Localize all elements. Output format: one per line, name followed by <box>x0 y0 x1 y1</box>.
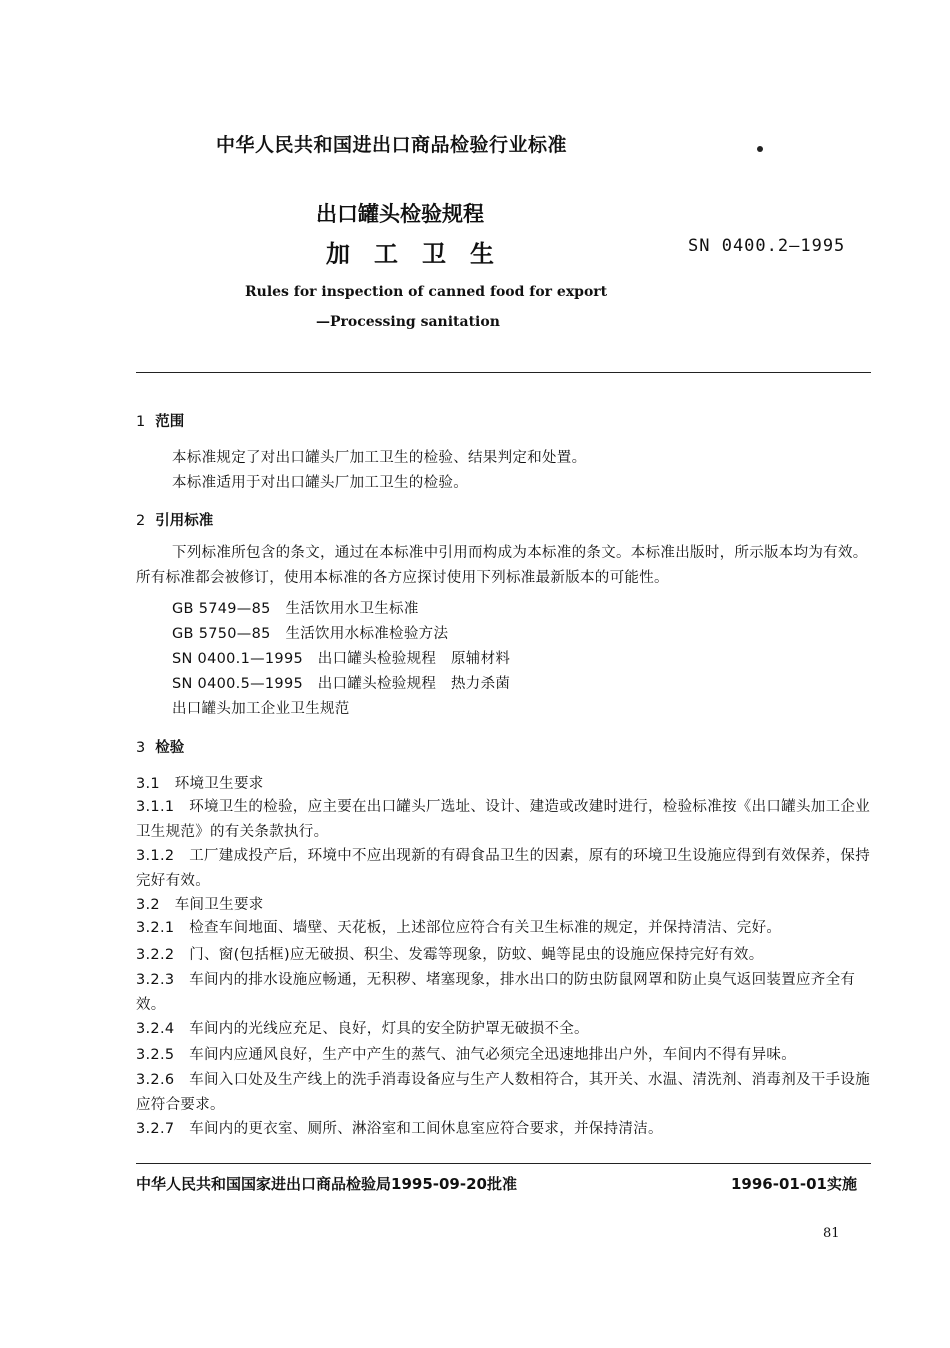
reference-item: SN 0400.1—1995 出口罐头检验规程 原辅材料 <box>172 651 511 667</box>
clause: 3.2.2 门、窗(包括框)应无破损、积尘、发霉等现象，防蚊、蝇等昆虫的设施应保持完好有效。 <box>136 947 764 963</box>
section-number: 3 <box>136 740 146 756</box>
top-rule <box>136 372 871 373</box>
section-number: 2 <box>136 513 146 529</box>
clause: 3.2.5 车间内应通风良好，生产中产生的蒸气、油气必须完全迅速地排出户外，车间内不得有异味。 <box>136 1047 796 1063</box>
page-number: 81 <box>823 1226 840 1241</box>
reference-item: SN 0400.5—1995 出口罐头检验规程 热力杀菌 <box>172 676 511 692</box>
paragraph: 下列标准所包含的条文，通过在本标准中引用而构成为本标准的条文。本标准出版时，所示版本均为有效。所有标准都会被修订，使用本标准的各方应探讨使用下列标准最新版本的可能性。 <box>136 545 868 586</box>
title-line2: 加工卫生 <box>326 240 518 268</box>
approval-line: 中华人民共和国国家进出口商品检验局1995-09-20批准 <box>136 1175 517 1193</box>
title-line1: 出口罐头检验规程 <box>316 202 484 226</box>
section-title: 范围 <box>155 414 185 430</box>
section-1-heading <box>136 410 184 431</box>
reference-item: 出口罐头加工企业卫生规范 <box>172 701 350 717</box>
reference-item: GB 5749—85 生活饮用水卫生标准 <box>172 601 419 617</box>
standard-header: 中华人民共和国进出口商品检验行业标准 <box>216 134 568 156</box>
standard-code: SN 0400.2—1995 <box>688 236 846 256</box>
section-number: 1 <box>136 414 146 430</box>
clause: 3.1.2 工厂建成投产后，环境中不应出现新的有碍食品卫生的因素，原有的环境卫生设施应得到有效保养，保持完好有效。 <box>136 848 870 889</box>
clause: 3.2 车间卫生要求 <box>136 897 264 913</box>
clause: 3.1 环境卫生要求 <box>136 776 264 792</box>
scan-dot <box>757 146 763 152</box>
section-title: 检验 <box>155 740 185 756</box>
paragraph: 本标准适用于对出口罐头厂加工卫生的检验。 <box>172 475 468 491</box>
reference-item: GB 5750—85 生活饮用水标准检验方法 <box>172 626 449 642</box>
clause: 3.2.7 车间内的更衣室、厕所、淋浴室和工间休息室应符合要求，并保持清洁。 <box>136 1121 663 1137</box>
english-title-line2: —Processing sanitation <box>316 314 500 330</box>
paragraph: 本标准规定了对出口罐头厂加工卫生的检验、结果判定和处置。 <box>172 450 587 466</box>
clause: 3.2.4 车间内的光线应充足、良好，灯具的安全防护罩无破损不全。 <box>136 1021 589 1037</box>
footer-rule <box>136 1163 871 1164</box>
implementation-date: 1996-01-01实施 <box>731 1175 857 1193</box>
section-2-heading <box>136 509 213 530</box>
english-title-line1: Rules for inspection of canned food for export <box>245 284 608 300</box>
clause: 3.1.1 环境卫生的检验，应主要在出口罐头厂选址、设计、建造或改建时进行，检验标准按《出口罐头加工企业卫生规范》的有关条款执行。 <box>136 799 870 840</box>
section-title: 引用标准 <box>155 513 214 529</box>
clause: 3.2.1 检查车间地面、墙壁、天花板，上述部位应符合有关卫生标准的规定，并保持清洁、完好。 <box>136 920 782 936</box>
clause: 3.2.6 车间入口处及生产线上的洗手消毒设备应与生产人数相符合，其开关、水温、清洗剂、消毒剂及干手设施应符合要求。 <box>136 1072 870 1113</box>
section-3-heading <box>136 736 184 757</box>
clause: 3.2.3 车间内的排水设施应畅通，无积秽、堵塞现象，排水出口的防虫防鼠网罩和防止臭气返回装置应齐全有效。 <box>136 972 856 1013</box>
